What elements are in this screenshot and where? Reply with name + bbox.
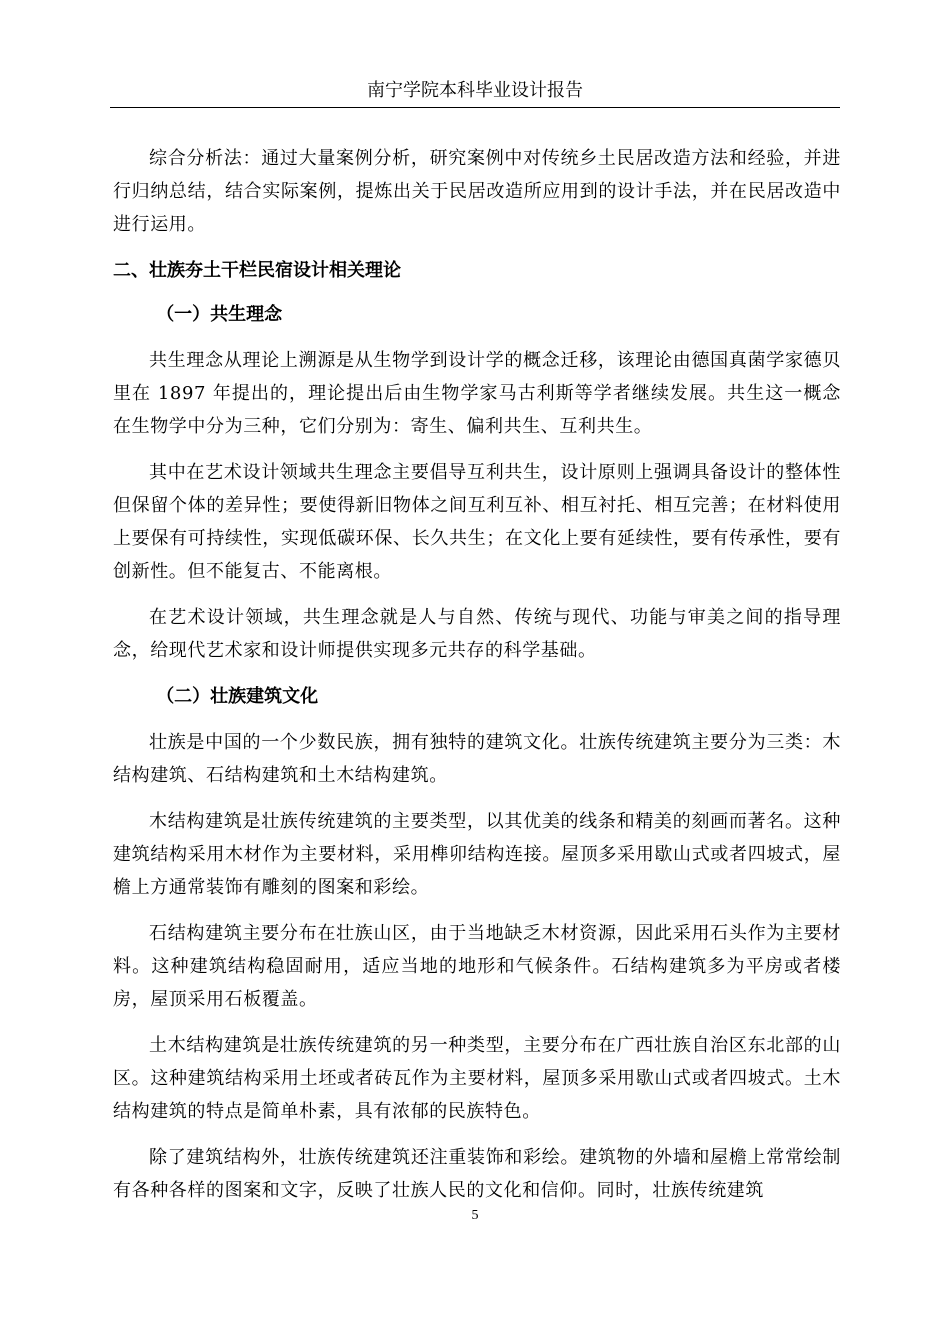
document-body (113, 142, 841, 1220)
section-heading: 二、壮族夯土干栏民宿设计相关理论 (113, 260, 401, 281)
header-divider (110, 107, 840, 108)
subsection-heading: （一）共生理念 (156, 304, 283, 325)
paragraph: 除了建筑结构外，壮族传统建筑还注重装饰和彩绘。建筑物的外墙和屋檐上常常绘制有各种各样的图案和文字，反映了壮族人民的文化和信仰。同时，壮族传统建筑 (113, 1147, 841, 1201)
subsection-heading: （二）壮族建筑文化 (156, 686, 319, 707)
paragraph: 石结构建筑主要分布在壮族山区，由于当地缺乏木材资源，因此采用石头作为主要材料。这种建筑结构稳固耐用，适应当地的地形和气候条件。石结构建筑多为平房或者楼房，屋顶采用石板覆盖。 (113, 923, 841, 1010)
page-header: 南宁学院本科毕业设计报告 (367, 80, 583, 101)
page-number: 5 (471, 1208, 479, 1223)
paragraph: 土木结构建筑是壮族传统建筑的另一种类型，主要分布在广西壮族自治区东北部的山区。这种建筑结构采用土坯或者砖瓦作为主要材料，屋顶多采用歇山式或者四坡式。土木结构建筑的特点是简单朴素，具有浓郁的民族特色。 (113, 1035, 841, 1122)
paragraph: 木结构建筑是壮族传统建筑的主要类型，以其优美的线条和精美的刻画而著名。这种建筑结构采用木材作为主要材料，采用榫卯结构连接。屋顶多采用歇山式或者四坡式，屋檐上方通常装饰有雕刻的图案和彩绘。 (113, 811, 841, 898)
paragraph: 共生理念从理论上溯源是从生物学到设计学的概念迁移，该理论由德国真菌学家德贝里在 1897 年提出的，理论提出后由生物学家马古利斯等学者继续发展。共生这一概念在生物学中分为三种，它们分别为：寄生、偏利共生、互利共生。 (113, 350, 841, 437)
paragraph: 壮族是中国的一个少数民族，拥有独特的建筑文化。壮族传统建筑主要分为三类：木结构建筑、石结构建筑和土木结构建筑。 (113, 732, 841, 786)
paragraph: 其中在艺术设计领域共生理念主要倡导互利共生，设计原则上强调具备设计的整体性但保留个体的差异性；要使得新旧物体之间互利互补、相互衬托、相互完善；在材料使用上要保有可持续性，实现低碳环保、长久共生；在文化上要有延续性，要有传承性，要有创新性。但不能复古、不能离根。 (113, 462, 841, 582)
paragraph: 综合分析法：通过大量案例分析，研究案例中对传统乡土民居改造方法和经验，并进行归纳总结，结合实际案例，提炼出关于民居改造所应用到的设计手法，并在民居改造中进行运用。 (113, 148, 841, 235)
paragraph: 在艺术设计领域，共生理念就是人与自然、传统与现代、功能与审美之间的指导理念，给现代艺术家和设计师提供实现多元共存的科学基础。 (113, 607, 841, 661)
